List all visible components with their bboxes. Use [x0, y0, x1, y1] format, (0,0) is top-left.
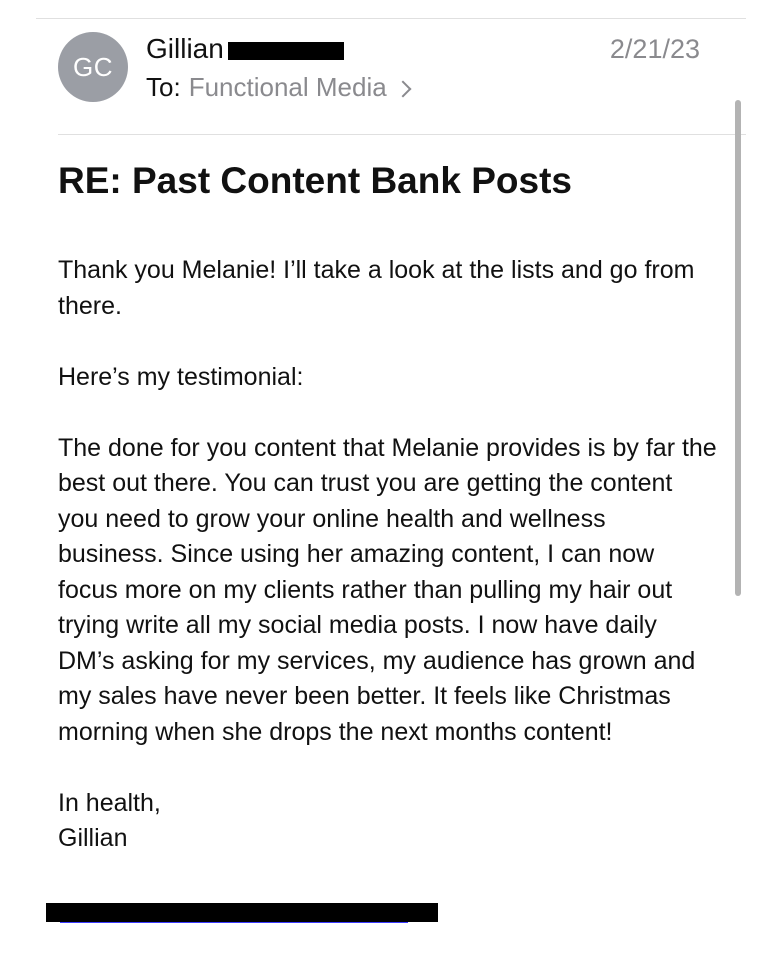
- email-date: 2/21/23: [609, 34, 700, 64]
- signature-name: Gillian: [58, 824, 128, 852]
- header-divider: [58, 134, 746, 135]
- body-paragraph: The done for you content that Melanie provides is by far the best out there. You can trust you are getting the content you need to grow your online health and wellness business. Since using her amazing content, I can now focus more on my clients rather than pulling my hair out trying write all my social media posts. I now have daily DM’s asking for my services, my audience has grown and my sales have never been better. It feels like Christmas morning when she drops the next months content!: [58, 433, 717, 746]
- recipient-row[interactable]: [146, 72, 409, 103]
- sender-row: [146, 30, 344, 68]
- redaction-bar: [46, 903, 438, 922]
- sender-name[interactable]: Gillian: [146, 33, 224, 64]
- to-label: To:: [146, 72, 181, 102]
- signoff-text: In health,: [58, 788, 161, 817]
- top-divider: [36, 18, 746, 19]
- email-body: [58, 253, 718, 857]
- sender-avatar[interactable]: [58, 32, 128, 102]
- email-subject: RE: Past Content Bank Posts: [58, 160, 572, 201]
- scrollbar[interactable]: [735, 100, 741, 596]
- redaction-bar: [228, 42, 344, 60]
- chevron-right-icon[interactable]: [394, 80, 411, 97]
- avatar-initials: GC: [73, 51, 113, 82]
- recipient-name[interactable]: Functional Media: [188, 72, 387, 102]
- body-paragraph: Here’s my testimonial:: [58, 362, 304, 391]
- body-paragraph: Thank you Melanie! I’ll take a look at the lists and go from there.: [58, 256, 695, 320]
